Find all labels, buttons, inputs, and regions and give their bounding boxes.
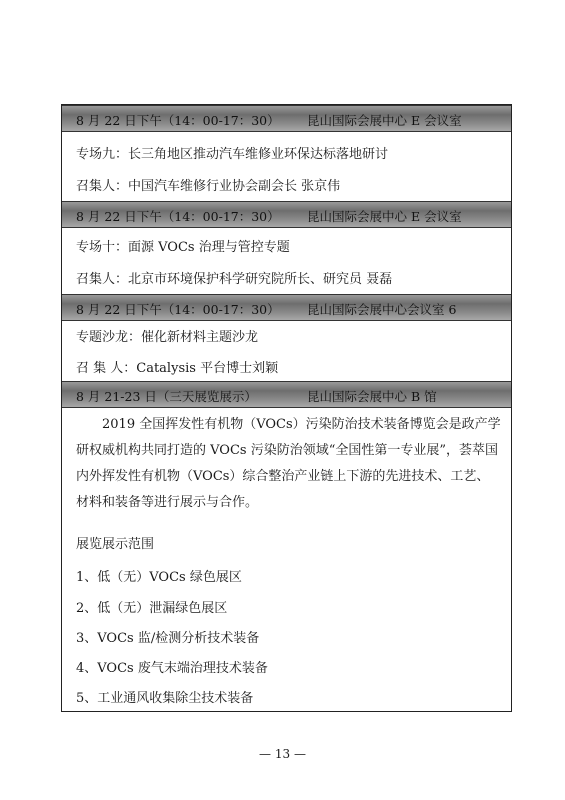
- exhibition-header: [62, 381, 511, 408]
- session-topic: 专场十：面源 VOCs 治理与管控专题: [76, 240, 290, 255]
- scope-item: 1、低（无）VOCs 绿色展区: [76, 570, 242, 585]
- session-venue: 昆山国际会展中心 E 会议室: [307, 209, 462, 224]
- document-table: [61, 104, 512, 712]
- session-venue: 昆山国际会展中心 E 会议室: [307, 113, 462, 128]
- exhibition-intro: 2019 全国挥发性有机物（VOCs）污染防治技术装备博览会是政产学研权威机构共同打造的 VOCs 污染防治领域“全国性第一专业展”，荟萃国内外挥发性有机物（VOCs）综合整治产业链上下游的先进技术、工艺、材料和装备等进行展示与合作。: [76, 417, 501, 510]
- session-convener: 召 集 人：Catalysis 平台博士刘颖: [76, 361, 279, 376]
- session-venue: 昆山国际会展中心会议室 6: [307, 302, 457, 317]
- scope-item: 4、VOCs 废气末端治理技术装备: [76, 661, 268, 676]
- scope-item: 5、工业通风收集除尘技术装备: [76, 691, 254, 706]
- session-convener: 召集人：中国汽车维修行业协会副会长 张京伟: [76, 179, 341, 194]
- page-number: — 13 —: [259, 747, 306, 761]
- scope-item: 2、低（无）泄漏绿色展区: [76, 601, 228, 616]
- session-time: 8 月 22 日下午（14：00-17：30）: [76, 302, 280, 317]
- exhibition-venue: 昆山国际会展中心 B 馆: [307, 389, 437, 404]
- session-convener: 召集人：北京市环境保护科学研究院所长、研究员 聂磊: [76, 272, 393, 287]
- scope-item: 3、VOCs 监/检测分析技术装备: [76, 631, 260, 646]
- exhibition-time: 8 月 21-23 日（三天展览展示）: [76, 389, 257, 404]
- session-time: 8 月 22 日下午（14：00-17：30）: [76, 209, 280, 224]
- scope-title: 展览展示范围: [76, 537, 155, 552]
- session-time: 8 月 22 日下午（14：00-17：30）: [76, 113, 280, 128]
- session-header: [62, 105, 511, 132]
- session-topic: 专场九：长三角地区推动汽车维修业环保达标落地研讨: [76, 147, 389, 162]
- session-header: [62, 201, 511, 228]
- session-topic: 专题沙龙：催化新材料主题沙龙: [76, 330, 259, 345]
- session-header: [62, 294, 511, 321]
